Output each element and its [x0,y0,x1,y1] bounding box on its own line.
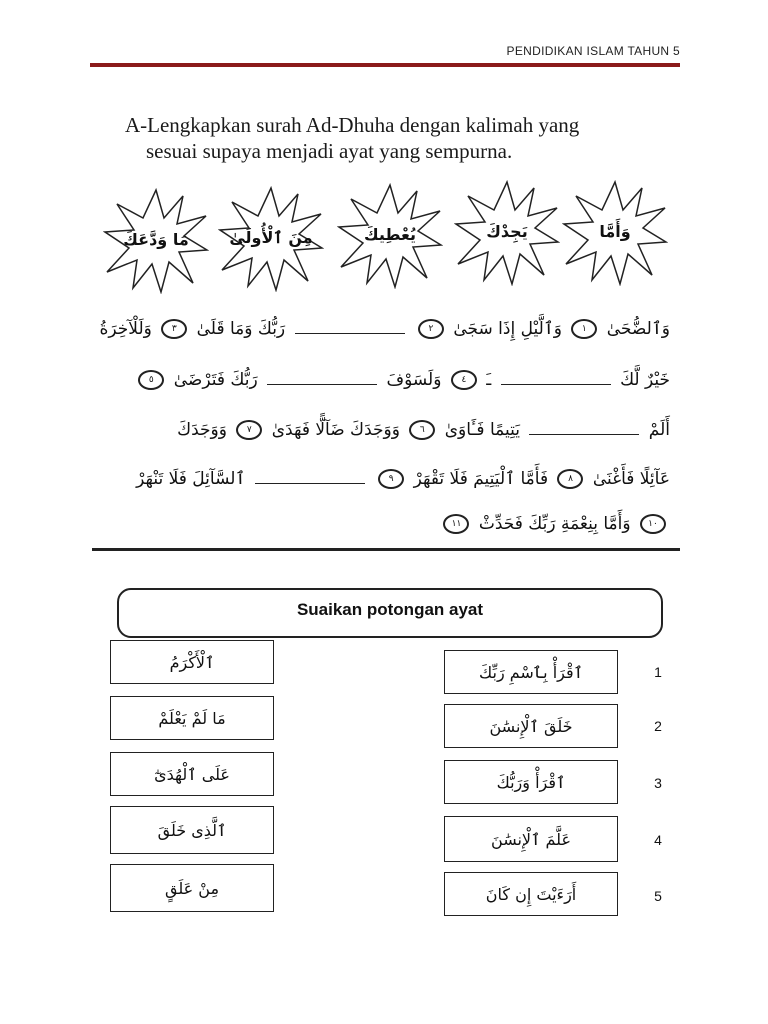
ayah-marker: ٩ [378,469,404,489]
ayah-marker: ١١ [443,514,469,534]
ayat-segment: ـَ [486,370,492,390]
page-header-title: PENDIDIKAN ISLAM TAHUN 5 [506,44,680,58]
left-answer-box-4[interactable]: ٱلَّذِى خَلَقَ [110,806,274,854]
word-bank-item: وَأَمَّا [599,222,631,241]
fill-blank[interactable] [295,321,405,334]
ayat-row-4 [110,468,670,489]
section-b-title: Suaikan potongan ayat [296,600,484,619]
ayat-segment: يَتِيمًا فَـَٔاوَىٰ [444,420,520,440]
word-bank-item: يَجِدْكَ [486,222,528,241]
right-question-box-2[interactable]: خَلَقَ ٱلْإِنسَٰنَ [444,704,618,748]
ayah-marker: ٣ [161,319,187,339]
ayat-segment: ٱلسَّآئِلَ فَلَا تَنْهَرْ [136,469,246,489]
fill-blank[interactable] [267,372,377,385]
word-bank-burst-5 [562,180,668,286]
word-bank-item: يُعْطِيكَ [363,225,417,244]
left-answer-box-3[interactable]: عَلَى ٱلْهُدَىٰٓ [110,752,274,796]
instruction-line-1: A-Lengkapkan surah Ad-Dhuha dengan kalimah yang [125,113,580,137]
word-bank-burst-1 [103,188,209,294]
ayah-marker: ٤ [451,370,477,390]
ayah-marker: ٥ [138,370,164,390]
ayah-marker: ٨ [557,469,583,489]
ayat-segment: وَلَسَوْفَ [386,370,442,390]
right-question-box-1[interactable]: ٱقْرَأْ بِٱسْمِ رَبِّكَ [444,650,618,694]
ayat-segment: أَلَمْ [648,420,670,440]
word-bank-burst-4 [454,180,560,286]
item-number-3: 3 [654,775,662,791]
left-answer-box-1[interactable]: ٱلْأَكْرَمُ [110,640,274,684]
ayat-row-3 [110,420,670,440]
item-number-2: 2 [654,718,662,734]
instruction-line-2: sesuai supaya menjadi ayat yang sempurna. [146,139,513,163]
item-number-1: 1 [654,664,662,680]
ayat-segment: وَٱلضُّحَىٰ [606,319,670,339]
fill-blank[interactable] [529,422,639,435]
ayat-segment: وَوَجَدَكَ [177,420,227,440]
header-divider [90,63,680,67]
ayat-segment: وَٱلَّيْلِ إِذَا سَجَىٰ [453,319,562,339]
ayat-segment: خَيْرٌ لَّكَ [620,370,670,390]
ayah-marker: ١ [571,319,597,339]
item-number-4: 4 [654,832,662,848]
item-number-5: 5 [654,888,662,904]
word-bank-burst-2 [218,186,324,292]
left-answer-box-5[interactable]: مِنْ عَلَقٍ [110,864,274,912]
ayah-marker: ٦ [409,420,435,440]
ayah-marker: ٢ [418,319,444,339]
ayat-segment: رَبُّكَ وَمَا قَلَىٰ [196,319,286,339]
right-question-box-4[interactable]: عَلَّمَ ٱلْإِنسَٰنَ [444,816,618,862]
right-question-box-5[interactable]: أَرَءَيْتَ إِن كَانَ [444,872,618,916]
ayat-segment: وَلَلْآخِرَةُ [99,319,152,339]
left-answer-box-2[interactable]: مَا لَمْ يَعْلَمْ [110,696,274,740]
ayat-segment: وَأَمَّا بِنِعْمَةِ رَبِّكَ فَحَدِّثْ [478,514,631,534]
word-bank-burst-3 [337,183,443,289]
ayat-row-1 [99,318,670,339]
ayat-segment: عَآئِلًا فَأَغْنَىٰ [592,469,670,489]
section-a-instruction [125,112,685,164]
fill-blank[interactable] [501,372,611,385]
right-question-box-3[interactable]: ٱقْرَأْ وَرَبُّكَ [444,760,618,804]
fill-blank[interactable] [255,471,365,484]
ayat-row-2 [110,370,670,390]
ayat-segment: وَوَجَدَكَ ضَآلًّا فَهَدَىٰ [271,420,400,440]
ayat-segment: رَبُّكَ فَتَرْضَىٰ [173,370,258,390]
ayah-marker: ١٠ [640,514,666,534]
ayah-marker: ٧ [236,420,262,440]
word-bank-item: مِنَ ٱلْأُولَىٰ [229,228,313,247]
word-bank-item: مَا وَدَّعَكَ [123,230,189,249]
ayat-row-5 [110,514,670,534]
ayat-segment: فَأَمَّا ٱلْيَتِيمَ فَلَا تَقْهَرْ [413,469,549,489]
section-divider [92,548,680,551]
